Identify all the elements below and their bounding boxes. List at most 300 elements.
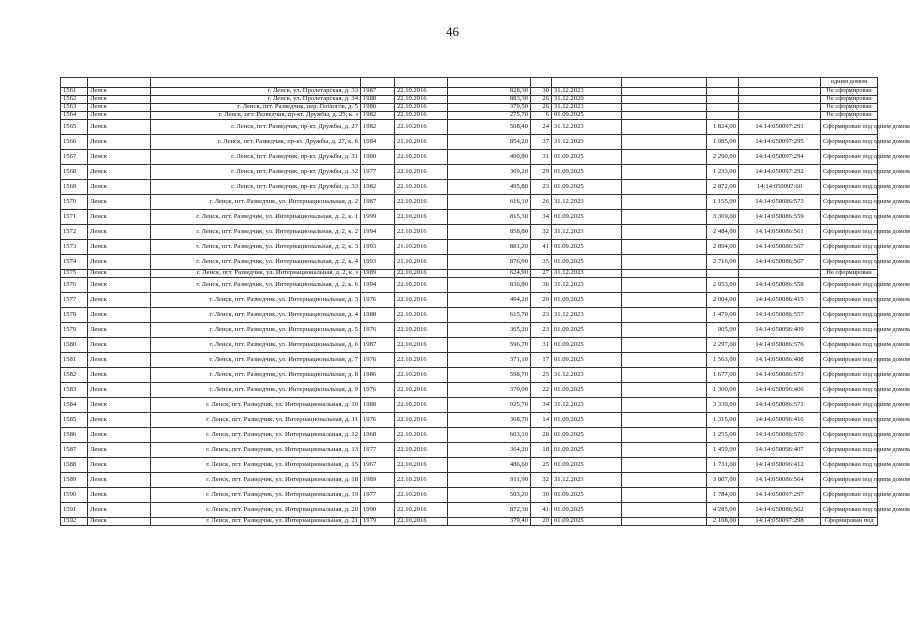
cell-apartment-count: 35 [531, 255, 552, 270]
cell-registry-date: 22.10.2016 [395, 473, 448, 488]
cell-empty [622, 240, 707, 255]
cell-cadastral-number: 14:14:050086:557 [739, 308, 821, 323]
table-row [61, 458, 878, 473]
cell-empty [622, 195, 707, 210]
cell-empty [622, 210, 707, 225]
cell-land-status: Сформирован под одним домом [821, 255, 878, 270]
cell-area: 624,90 [448, 270, 531, 278]
cell-registry-date: 22.10.2016 [395, 150, 448, 165]
cell-registry-date: 22.10.2016 [395, 338, 448, 353]
cell-empty [361, 78, 395, 88]
cell-empty [622, 112, 707, 120]
cell-address: г. Ленск, пгт. Разведчик, пр-кт. Дружбы, д. 27, к. б [151, 135, 361, 150]
cell-build-year: 1967 [361, 458, 395, 473]
cell-city: Ленск [88, 458, 151, 473]
cell-empty [622, 150, 707, 165]
cell-land-area: 2 108,00 [707, 518, 739, 526]
table-row [61, 150, 878, 165]
cell-land-status: Не сформирован [821, 112, 878, 120]
cell-apartment-count: 31 [531, 150, 552, 165]
cell-record-number: 1570 [61, 195, 88, 210]
cell-registry-date: 22.10.2016 [395, 278, 448, 293]
cell-city: Ленск [88, 518, 151, 526]
cell-record-number: 1589 [61, 473, 88, 488]
cell-area: 379,50 [448, 104, 531, 112]
cell-registry-date: 22.10.2016 [395, 270, 448, 278]
cell-deadline: 01.09.2025 [552, 413, 622, 428]
cell-address: г. Ленск, ул. Пролетарская, д. 33 [151, 88, 361, 96]
cell-cadastral-number: 14:14:050097:291 [739, 120, 821, 135]
cell-build-year: 1999 [361, 210, 395, 225]
cell-apartment-count: 34 [531, 210, 552, 225]
table-row [61, 96, 878, 104]
cell-address: г. Ленск, пгт. Разведчик, ул. Интернациональная, д. 2, к. з [151, 270, 361, 278]
cell-empty [622, 270, 707, 278]
cell-area: 370,00 [448, 383, 531, 398]
table-row [61, 180, 878, 195]
cell-land-status: Сформирован под одним домом [821, 488, 878, 503]
cell-land-status: Сформирован под одним домом [821, 278, 878, 293]
cell-registry-date: 22.10.2016 [395, 383, 448, 398]
cell-land-status: Сформирован под одним домом [821, 308, 878, 323]
cell-empty [622, 96, 707, 104]
cell-record-number: 1561 [61, 88, 88, 96]
cell-land-status: Сформирован под одним домом [821, 398, 878, 413]
cell-land-area: 2 953,00 [707, 278, 739, 293]
cell-area: 508,40 [448, 120, 531, 135]
table-row [61, 338, 878, 353]
cell-empty [622, 104, 707, 112]
cell-address: г. Ленск, пгт. Разведчик, ул. Интернациональная, д. 13 [151, 443, 361, 458]
cell-land-area: 1 784,00 [707, 488, 739, 503]
cell-registry-date: 22.10.2016 [395, 398, 448, 413]
cell-empty [622, 353, 707, 368]
cell-cadastral-number: 14:14:050086:561 [739, 225, 821, 240]
cell-registry-date: 22.10.2016 [395, 428, 448, 443]
cell-cadastral-number [739, 112, 821, 120]
table-row [61, 195, 878, 210]
cell-empty [531, 78, 552, 88]
cell-build-year: 1982 [361, 112, 395, 120]
cell-build-year: 1988 [361, 398, 395, 413]
cell-apartment-count: 41 [531, 503, 552, 518]
cell-city: Ленск [88, 443, 151, 458]
cell-apartment-count: 28 [531, 428, 552, 443]
cell-address: г. Ленск, пгт. Разведчик, ул. Интернациональная, д. 18 [151, 473, 361, 488]
cell-build-year: 1982 [361, 180, 395, 195]
cell-empty [622, 518, 707, 526]
cell-deadline: 01.09.2025 [552, 353, 622, 368]
cell-record-number: 1563 [61, 104, 88, 112]
cell-deadline: 01.09.2025 [552, 255, 622, 270]
cell-area: 911,90 [448, 473, 531, 488]
cell-area: 828,30 [448, 88, 531, 96]
cell-land-area: 1 985,00 [707, 135, 739, 150]
cell-address: г. Ленск, пгт. Разведчик, ул. Интернациональная, д. 3 [151, 293, 361, 308]
cell-city: Ленск [88, 503, 151, 518]
table-row [61, 428, 878, 443]
cell-address: г. Ленск, пгт. Разведчик, ул. Интернациональная, д. 11 [151, 413, 361, 428]
table-row [61, 225, 878, 240]
cell-record-number: 1581 [61, 353, 88, 368]
cell-deadline: 31.12.2023 [552, 225, 622, 240]
cell-land-area: 2 716,00 [707, 255, 739, 270]
cell-empty [622, 78, 707, 88]
cell-deadline: 01.09.2025 [552, 180, 622, 195]
cell-land-status: Сформирован под одним домом [821, 383, 878, 398]
cell-land-status: Сформирован под одним домом [821, 210, 878, 225]
cell-city: Ленск [88, 270, 151, 278]
cell-land-status: Сформирован под одним домом [821, 428, 878, 443]
cell-empty [151, 78, 361, 88]
cell-apartment-count: 25 [531, 458, 552, 473]
cell-empty [622, 88, 707, 96]
cell-apartment-count: 30 [531, 88, 552, 96]
cell-land-area: 1 563,00 [707, 353, 739, 368]
cell-apartment-count: 41 [531, 240, 552, 255]
cell-land-area: 1 300,00 [707, 383, 739, 398]
cell-city: Ленск [88, 488, 151, 503]
cell-cadastral-number [739, 96, 821, 104]
cell-land-area: 2 872,00 [707, 180, 739, 195]
cell-land-status: Сформирован под одним домом [821, 180, 878, 195]
cell-cadastral-number: 14:14:050086:415 [739, 293, 821, 308]
cell-empty [552, 78, 622, 88]
cell-record-number: 1574 [61, 255, 88, 270]
table-row [61, 104, 878, 112]
cell-build-year: 1994 [361, 225, 395, 240]
cell-land-area: 1 315,00 [707, 413, 739, 428]
cell-land-area: 2 004,00 [707, 293, 739, 308]
cell-deadline: 31.12.2023 [552, 104, 622, 112]
cell-apartment-count: 26 [531, 195, 552, 210]
cell-cadastral-number: 14:14:050096:407 [739, 443, 821, 458]
cell-record-number: 1588 [61, 458, 88, 473]
cell-address: г. Ленск, пгт. Разведчик, пр-кт. Дружбы, д. 32 [151, 165, 361, 180]
table-row [61, 413, 878, 428]
cell-cadastral-number: 14:14:050086:567 [739, 255, 821, 270]
cell-address: г. Ленск, пгт. Разведчик, пр-кт. Дружбы, д. 25, к. з [151, 112, 361, 120]
cell-address: г. Ленск, пгт. Разведчик, ул. Интернациональная, д. 6 [151, 338, 361, 353]
cell-apartment-count: 25 [531, 368, 552, 383]
cell-build-year: 1988 [361, 308, 395, 323]
cell-registry-date: 22.10.2016 [395, 165, 448, 180]
cell-cadastral-number: 14:14:050086:562 [739, 503, 821, 518]
cell-area: 836,80 [448, 278, 531, 293]
cell-address: г. Ленск, пгт. Разведчик, ул. Интернациональная, д. 10 [151, 398, 361, 413]
cell-empty [622, 428, 707, 443]
cell-apartment-count: 17 [531, 353, 552, 368]
cell-registry-date: 22.10.2016 [395, 413, 448, 428]
cell-deadline: 01.09.2025 [552, 323, 622, 338]
cell-city: Ленск [88, 255, 151, 270]
table-row [61, 473, 878, 488]
cell-address: г. Ленск, пгт. Разведчик, пр-кт. Дружбы, д. 27 [151, 120, 361, 135]
table-row [61, 120, 878, 135]
cell-land-status: Сформирован под одним домом [821, 353, 878, 368]
cell-record-number: 1582 [61, 368, 88, 383]
cell-deadline: 31.12.2023 [552, 88, 622, 96]
cell-address: г. Ленск, пгт. Разведчик, ул. Интернациональная, д. 21 [151, 518, 361, 526]
cell-city: Ленск [88, 383, 151, 398]
cell-record-number: 1592 [61, 518, 88, 526]
cell-city: Ленск [88, 195, 151, 210]
cell-cadastral-number: 14:14:050086:576 [739, 338, 821, 353]
cell-deadline: 01.09.2025 [552, 443, 622, 458]
cell-city: Ленск [88, 96, 151, 104]
cell-registry-date: 21.10.2016 [395, 240, 448, 255]
cell-empty [622, 413, 707, 428]
cell-record-number: 1577 [61, 293, 88, 308]
table-row-header-continuation [61, 78, 878, 88]
cell-address: г. Ленск, пгт. Разведчик, ул. Интернациональная, д. 7 [151, 353, 361, 368]
cell-land-status: Не сформирован [821, 96, 878, 104]
cell-land-status: Сформирован под одним домом [821, 458, 878, 473]
table-row [61, 135, 878, 150]
cell-empty [622, 473, 707, 488]
cell-apartment-count: 30 [531, 488, 552, 503]
cell-empty [622, 443, 707, 458]
cell-land-area [707, 96, 739, 104]
cell-record-number: 1575 [61, 270, 88, 278]
cell-city: Ленск [88, 413, 151, 428]
cell-deadline: 01.09.2025 [552, 293, 622, 308]
cell-address: г. Ленск, пгт. Разведчик, ул. Интернациональная, д. 9 [151, 383, 361, 398]
cell-cadastral-number: 14:14:050097:292 [739, 165, 821, 180]
table-row [61, 488, 878, 503]
cell-address: г. Ленск, пгт. Разведчик, ул. Интернациональная, д. 2, к. 2 [151, 225, 361, 240]
cell-build-year: 1989 [361, 270, 395, 278]
cell-area: 881,20 [448, 240, 531, 255]
cell-land-status: Сформирован под одним домом [821, 443, 878, 458]
cell-registry-date: 22.10.2016 [395, 308, 448, 323]
table-row [61, 398, 878, 413]
cell-land-area: 1 731,00 [707, 458, 739, 473]
cell-area: 883,30 [448, 96, 531, 104]
cell-record-number: 1573 [61, 240, 88, 255]
cell-apartment-count: 31 [531, 338, 552, 353]
cell-build-year: 1980 [361, 104, 395, 112]
cell-record-number: 1569 [61, 180, 88, 195]
table-row [61, 443, 878, 458]
cell-record-number: 1583 [61, 383, 88, 398]
cell-empty [622, 338, 707, 353]
cell-empty [707, 78, 739, 88]
cell-address: г. Ленск, пгт. Разведчик, ул. Интернациональная, д. 12 [151, 428, 361, 443]
table-row [61, 278, 878, 293]
cell-land-status: Сформирован под одним домом [821, 225, 878, 240]
table-row [61, 88, 878, 96]
cell-area: 379,40 [448, 518, 531, 526]
cell-apartment-count: 23 [531, 180, 552, 195]
cell-registry-date: 22.10.2016 [395, 225, 448, 240]
cell-deadline: 01.09.2025 [552, 210, 622, 225]
table-row [61, 503, 878, 518]
cell-land-area: 1 824,00 [707, 120, 739, 135]
cell-cadastral-number: 14:14:050096:409 [739, 323, 821, 338]
cell-build-year: 1987 [361, 88, 395, 96]
cell-build-year: 1989 [361, 473, 395, 488]
cell-apartment-count: 14 [531, 413, 552, 428]
housing-registry-table [60, 77, 910, 526]
cell-land-area: 2 484,00 [707, 225, 739, 240]
cell-empty [622, 458, 707, 473]
cell-deadline: 01.09.2025 [552, 165, 622, 180]
cell-registry-date: 22.10.2016 [395, 210, 448, 225]
cell-land-area: 3 339,00 [707, 398, 739, 413]
table-row [61, 240, 878, 255]
cell-build-year: 1976 [361, 323, 395, 338]
cell-city: Ленск [88, 368, 151, 383]
cell-area: 503,20 [448, 488, 531, 503]
cell-deadline: 01.09.2025 [552, 518, 622, 526]
cell-city: Ленск [88, 473, 151, 488]
cell-registry-date: 22.10.2016 [395, 195, 448, 210]
cell-area: 495,80 [448, 180, 531, 195]
cell-registry-date: 22.10.2016 [395, 458, 448, 473]
cell-apartment-count: 32 [531, 225, 552, 240]
cell-registry-date: 22.10.2016 [395, 518, 448, 526]
cell-empty [395, 78, 448, 88]
cell-land-status: Не сформирован [821, 270, 878, 278]
cell-build-year: 1987 [361, 195, 395, 210]
cell-registry-date: 22.10.2016 [395, 488, 448, 503]
cell-land-status: Сформирован под одним домом [821, 293, 878, 308]
cell-city: Ленск [88, 150, 151, 165]
cell-area: 858,80 [448, 225, 531, 240]
cell-build-year: 1968 [361, 428, 395, 443]
cell-deadline: 01.09.2025 [552, 428, 622, 443]
table-row [61, 368, 878, 383]
cell-apartment-count: 29 [531, 165, 552, 180]
cell-land-status: Сформирован под [821, 518, 878, 526]
cell-land-status: Сформирован под одним домом [821, 195, 878, 210]
cell-apartment-count: 23 [531, 308, 552, 323]
cell-address: г. Ленск, пгт. Разведчик, ул. Интернациональная, д. 5 [151, 323, 361, 338]
cell-area: 490,80 [448, 150, 531, 165]
cell-record-number: 1568 [61, 165, 88, 180]
cell-cadastral-number: 14:14:050086:573 [739, 368, 821, 383]
cell-land-status: Сформирован под одним домом [821, 323, 878, 338]
cell-land-area [707, 104, 739, 112]
cell-address: г. Ленск, пгт. Разведчик, ул. Интернациональная, д. 2, к. 6 [151, 278, 361, 293]
cell-registry-date: 22.10.2016 [395, 180, 448, 195]
cell-empty [622, 255, 707, 270]
cell-registry-date: 22.10.2016 [395, 353, 448, 368]
cell-land-area: 1 479,00 [707, 308, 739, 323]
cell-area: 872,30 [448, 503, 531, 518]
cell-registry-date: 22.10.2016 [395, 293, 448, 308]
cell-empty [622, 293, 707, 308]
cell-area: 854,20 [448, 135, 531, 150]
cell-city: Ленск [88, 428, 151, 443]
cell-cadastral-number: 14:14:050097:60 [739, 180, 821, 195]
cell-address: г. Ленск, пгт. Разведчик, ул. Интернациональная, д. 2 [151, 195, 361, 210]
table-row [61, 255, 878, 270]
cell-city: Ленск [88, 278, 151, 293]
cell-registry-date: 22.10.2016 [395, 503, 448, 518]
cell-area: 275,70 [448, 112, 531, 120]
cell-cadastral-number: 14:14:050096:406 [739, 383, 821, 398]
cell-land-status: Не сформирован [821, 88, 878, 96]
cell-record-number: 1562 [61, 96, 88, 104]
cell-land-area [707, 88, 739, 96]
cell-build-year: 1977 [361, 488, 395, 503]
cell-record-number: 1590 [61, 488, 88, 503]
cell-land-status: Сформирован под одним домом [821, 165, 878, 180]
cell-land-area: 3 369,00 [707, 210, 739, 225]
cell-registry-date: 21.10.2016 [395, 255, 448, 270]
table-row [61, 270, 878, 278]
cell-land-area: 2 297,00 [707, 338, 739, 353]
cell-land-area: 1 233,00 [707, 165, 739, 180]
cell-address: г. Ленск, пгт. Разведчик, ул. Интернациональная, д. 19 [151, 488, 361, 503]
cell-city: Ленск [88, 88, 151, 96]
cell-build-year: 1986 [361, 368, 395, 383]
cell-land-status: Сформирован под одним домом [821, 473, 878, 488]
cell-registry-date: 22.10.2016 [395, 368, 448, 383]
cell-record-number: 1571 [61, 210, 88, 225]
cell-registry-date: 22.10.2016 [395, 96, 448, 104]
cell-record-number: 1584 [61, 398, 88, 413]
cell-address: г. Ленск, ул. Пролетарская, д. 34 [151, 96, 361, 104]
cell-area: 925,70 [448, 398, 531, 413]
cell-land-area: 2 290,00 [707, 150, 739, 165]
cell-area: 365,20 [448, 323, 531, 338]
cell-area: 371,10 [448, 353, 531, 368]
cell-city: Ленск [88, 308, 151, 323]
cell-apartment-count: 26 [531, 96, 552, 104]
cell-address: г. Ленск, пгт. Разведчик, ул. Интернациональная, д. 2, к. 4 [151, 255, 361, 270]
cell-city: Ленск [88, 293, 151, 308]
cell-deadline: 31.12.2023 [552, 195, 622, 210]
cell-build-year: 1993 [361, 240, 395, 255]
cell-build-year: 1977 [361, 165, 395, 180]
cell-area: 486,60 [448, 458, 531, 473]
table-row [61, 383, 878, 398]
page-number: 46 [446, 24, 459, 39]
cell-apartment-count: 34 [531, 398, 552, 413]
cell-cadastral-number: 14:14:050096:412 [739, 458, 821, 473]
cell-record-number: 1591 [61, 503, 88, 518]
cell-build-year: 1982 [361, 120, 395, 135]
cell-area: 815,30 [448, 210, 531, 225]
cell-apartment-count: 20 [531, 518, 552, 526]
cell-land-status: Сформирован под одним домом [821, 503, 878, 518]
cell-apartment-count: 27 [531, 270, 552, 278]
cell-deadline: 31.12.2023 [552, 308, 622, 323]
cell-build-year: 1976 [361, 293, 395, 308]
cell-empty [622, 368, 707, 383]
cell-record-number: 1578 [61, 308, 88, 323]
cell-city: Ленск [88, 165, 151, 180]
cell-record-number: 1566 [61, 135, 88, 150]
cell-empty [622, 135, 707, 150]
cell-empty [88, 78, 151, 88]
cell-deadline: 31.12.2023 [552, 135, 622, 150]
cell-empty [622, 323, 707, 338]
cell-empty [622, 383, 707, 398]
cell-deadline: 01.09.2025 [552, 383, 622, 398]
cell-land-area: 4 285,00 [707, 503, 739, 518]
table-row [61, 323, 878, 338]
cell-cadastral-number: 14:14:050097:295 [739, 135, 821, 150]
cell-apartment-count: 24 [531, 120, 552, 135]
cell-build-year: 1994 [361, 278, 395, 293]
cell-empty [622, 180, 707, 195]
cell-build-year: 1984 [361, 135, 395, 150]
cell-cadastral-number: 14:14:050096:416 [739, 413, 821, 428]
